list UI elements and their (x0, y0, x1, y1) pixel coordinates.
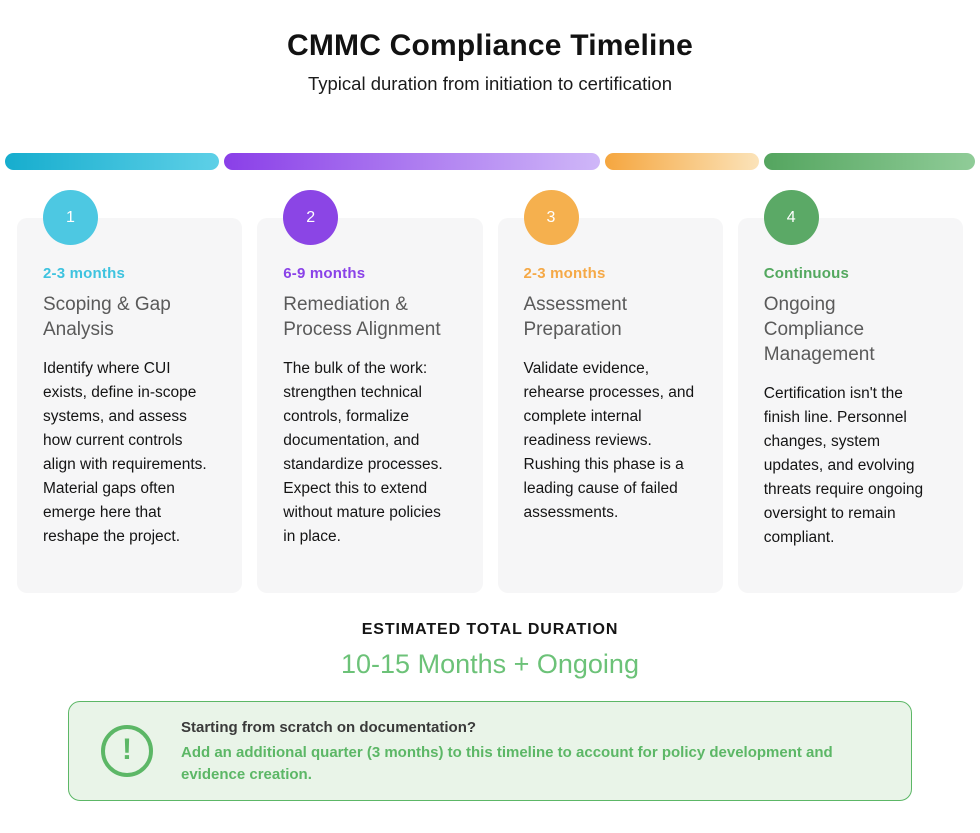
phase-card-1 (17, 208, 242, 593)
timeline-bar (5, 153, 975, 170)
phase-duration: 2-3 months (43, 265, 126, 282)
phase-title: Scoping & Gap Analysis (43, 294, 171, 340)
timeline-segment-phase-2 (224, 153, 600, 170)
phase-card-2 (257, 208, 482, 593)
phase-title: Ongoing Compliance Management (763, 294, 875, 365)
phase-description: Certification isn't the finish line. Personnel changes, system updates, and evolving threats require ongoing oversight to remain compliant. (763, 385, 924, 546)
phase-card-3 (498, 208, 723, 593)
timeline-segment-phase-4 (764, 153, 975, 170)
phase-number-badge: 2 (283, 190, 338, 245)
phase-description: Identify where CUI exists, define in-scope systems, and assess how current controls align with requirements. Material gaps often emerge here that reshape the project. (43, 360, 207, 545)
total-duration-value: 10-15 Months + Ongoing (341, 649, 639, 679)
phase-card-4 (738, 208, 963, 593)
callout-body: Add an additional quarter (3 months) to this timeline to account for policy development and evidence creation. (181, 743, 833, 783)
phase-duration: Continuous (763, 265, 850, 282)
phase-description: The bulk of the work: strengthen technical controls, formalize documentation, and standardize processes. Expect this to extend without mature policies in place. (283, 360, 443, 545)
callout-heading: Starting from scratch on documentation? (181, 718, 477, 736)
total-duration-label: ESTIMATED TOTAL DURATION (361, 621, 619, 638)
page-title: CMMC Compliance Timeline (287, 29, 693, 62)
phase-number-badge: 1 (43, 190, 98, 245)
phase-duration: 6-9 months (283, 265, 366, 282)
phase-title: Remediation & Process Alignment (283, 294, 441, 340)
timeline-segment-phase-3 (605, 153, 759, 170)
total-duration-summary (0, 620, 980, 681)
phase-cards-row (17, 208, 963, 593)
header (0, 0, 980, 96)
phase-title: Assessment Preparation (523, 294, 627, 340)
phase-number-badge: 4 (764, 190, 819, 245)
documentation-callout (68, 701, 912, 801)
exclamation-circle-icon: ! (101, 725, 153, 777)
timeline-segment-phase-1 (5, 153, 219, 170)
phase-duration: 2-3 months (523, 265, 606, 282)
callout-text (181, 717, 881, 786)
page-subtitle: Typical duration from initiation to certification (307, 73, 672, 94)
phase-description: Validate evidence, rehearse processes, and complete internal readiness reviews. Rushing this phase is a leading cause of failed assessments. (523, 360, 695, 521)
phase-number-badge: 3 (524, 190, 579, 245)
